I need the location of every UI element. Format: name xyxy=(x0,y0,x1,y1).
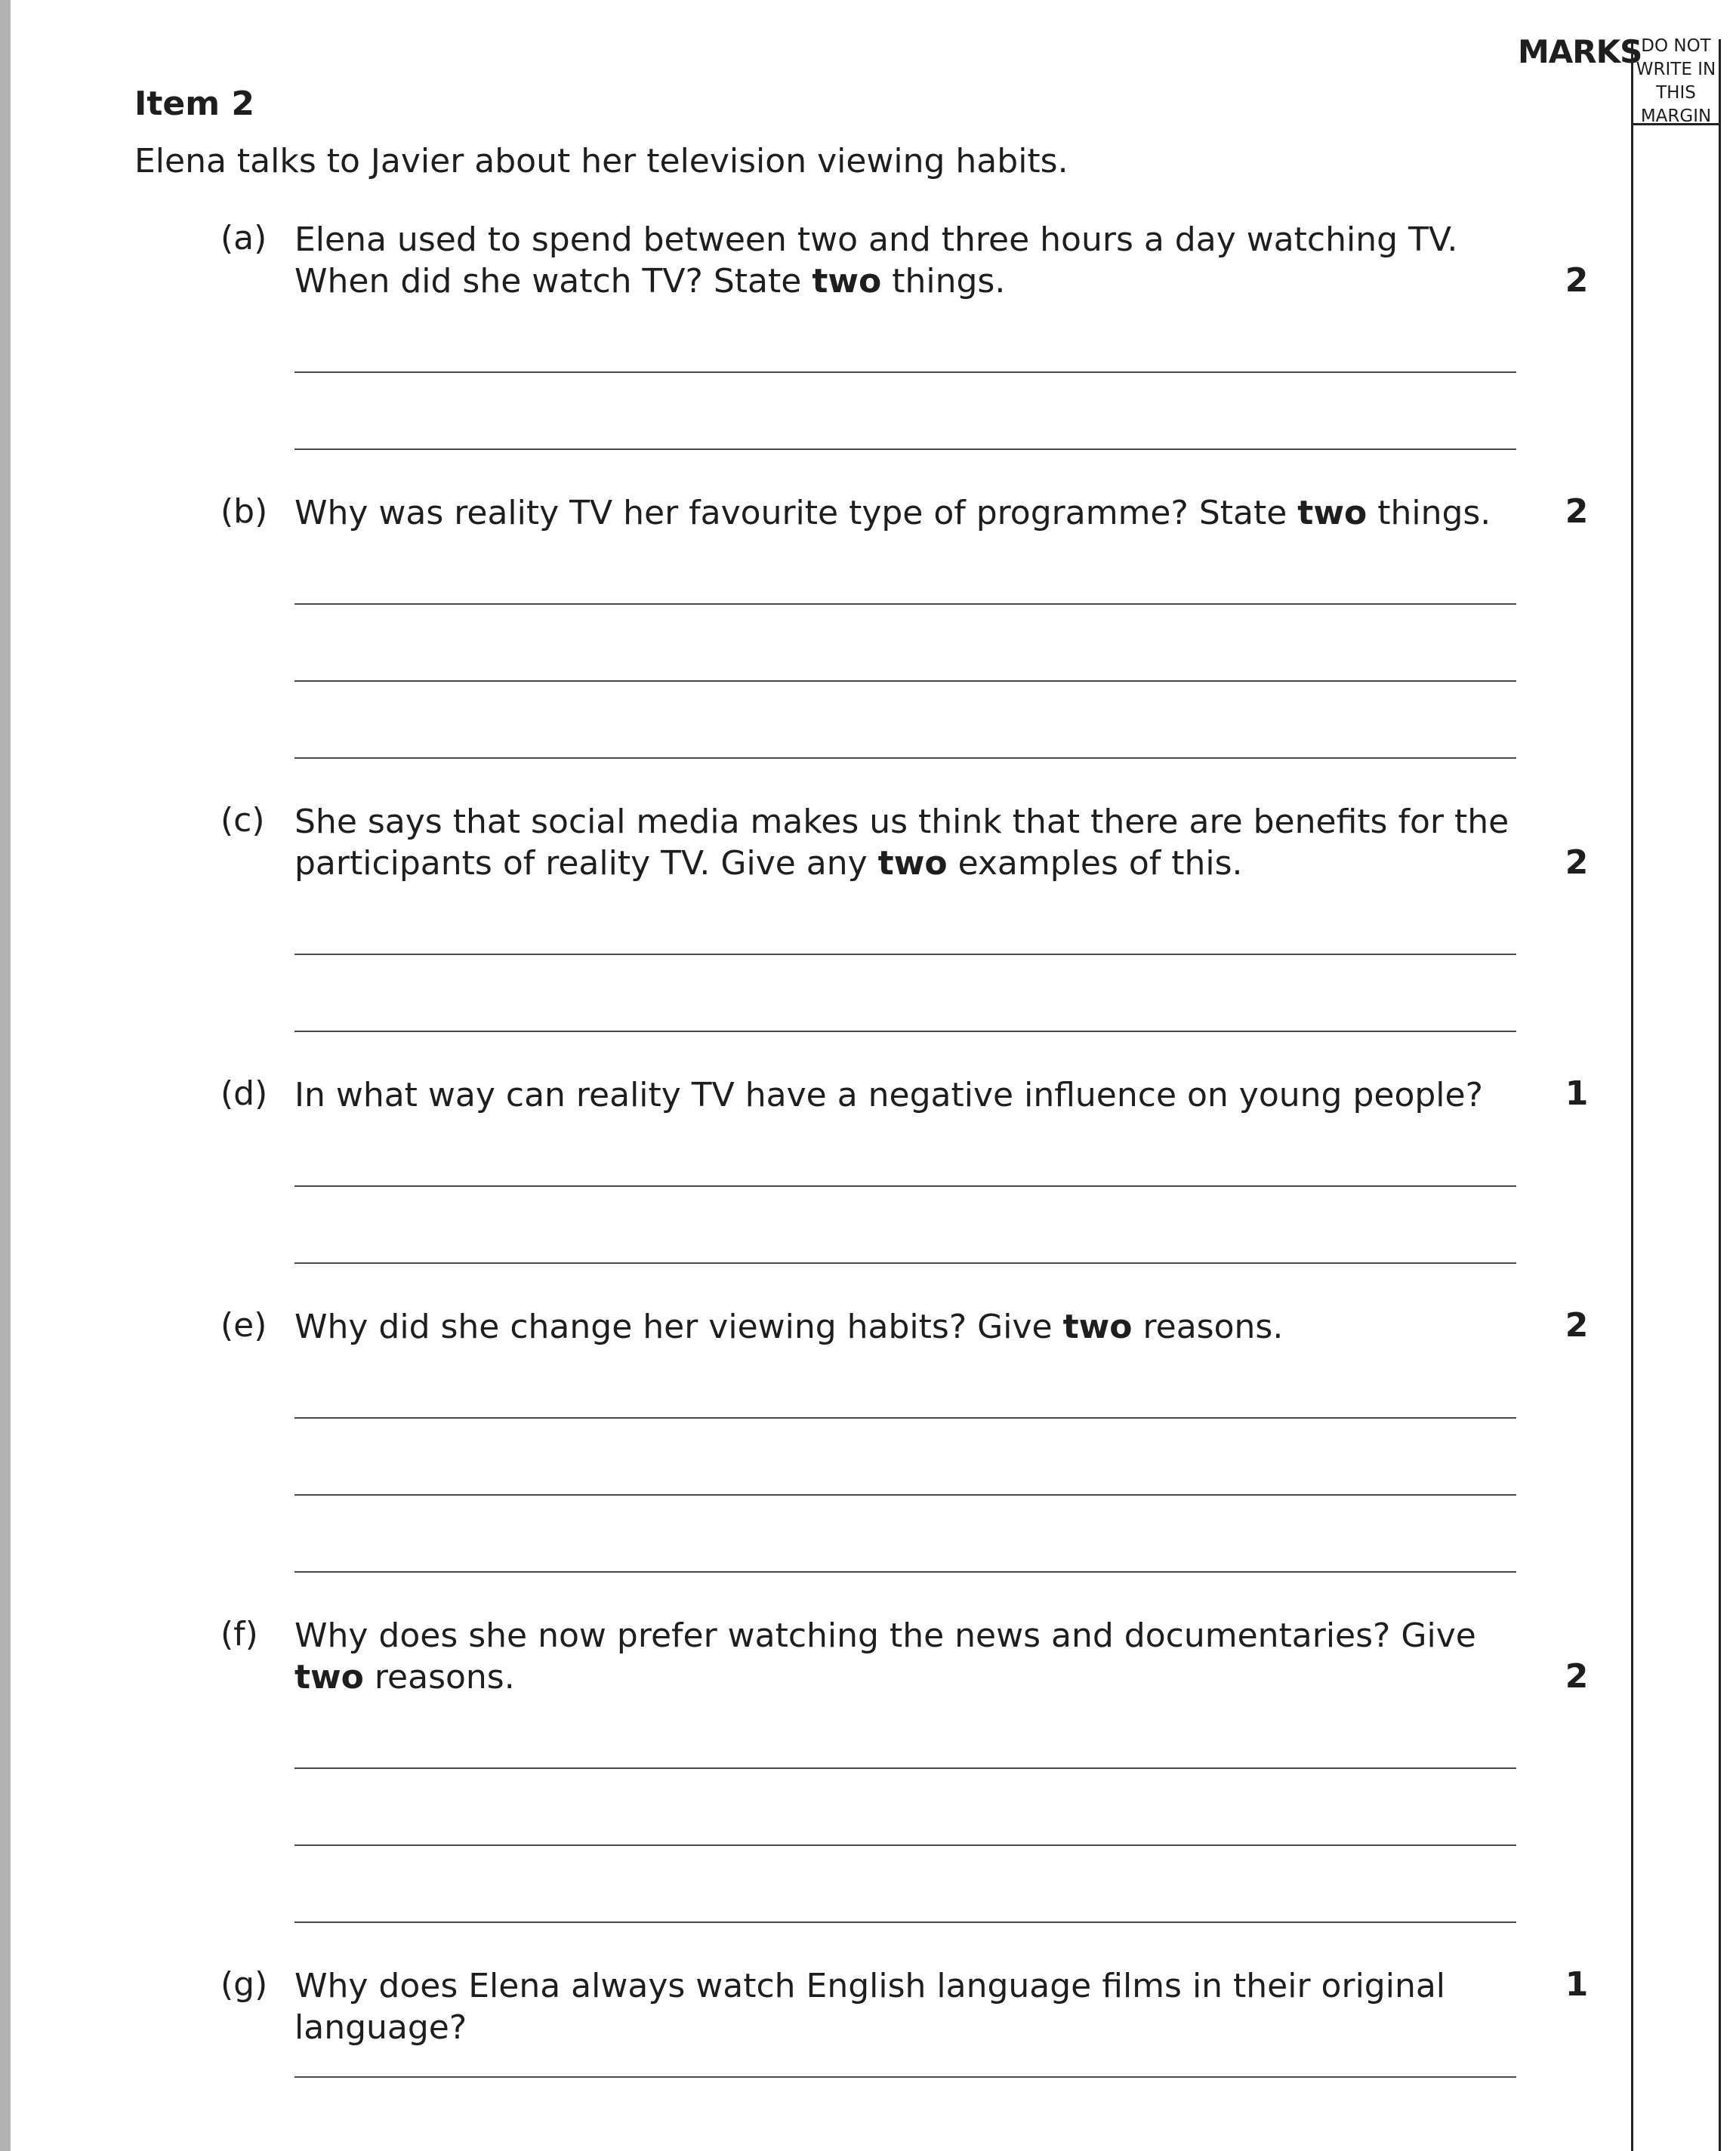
question-f-marks: 2 xyxy=(1565,1657,1589,1696)
answer-line[interactable] xyxy=(294,757,1516,759)
question-a-marks: 2 xyxy=(1565,261,1589,300)
question-c-marks: 2 xyxy=(1565,843,1589,882)
item-intro: Elena talks to Javier about her television viewing habits. xyxy=(134,142,1068,180)
question-e-label: (e) xyxy=(220,1306,267,1345)
answer-line[interactable] xyxy=(294,680,1516,682)
question-d-label: (d) xyxy=(220,1074,268,1113)
question-c-text: She says that social media makes us think that there are benefits for the participants of reality TV. Give any two examples of this. xyxy=(294,803,1509,883)
question-f-text: Why does she now prefer watching the news and documentaries? Give two reasons. xyxy=(294,1616,1476,1696)
answer-line[interactable] xyxy=(294,2076,1516,2078)
question-d-text: In what way can reality TV have a negative influence on young people? xyxy=(294,1076,1483,1114)
question-f-label: (f) xyxy=(220,1615,258,1653)
answer-line[interactable] xyxy=(294,1921,1516,1923)
question-g-label: (g) xyxy=(220,1965,268,2004)
question-e-text: Why did she change her viewing habits? Give two reasons. xyxy=(294,1308,1284,1346)
question-d-marks: 1 xyxy=(1565,1074,1589,1113)
answer-line[interactable] xyxy=(294,1767,1516,1769)
answer-line[interactable] xyxy=(294,954,1516,955)
answer-line[interactable] xyxy=(294,1844,1516,1846)
question-c-label: (c) xyxy=(220,801,265,840)
answer-line[interactable] xyxy=(294,1262,1516,1264)
answer-line[interactable] xyxy=(294,448,1516,450)
page-left-edge xyxy=(0,0,11,2151)
answer-line[interactable] xyxy=(294,1417,1516,1419)
question-e-marks: 2 xyxy=(1565,1306,1589,1345)
item-title: Item 2 xyxy=(134,85,255,123)
answer-line[interactable] xyxy=(294,1185,1516,1187)
answer-line[interactable] xyxy=(294,1571,1516,1573)
question-b-text: Why was reality TV her favourite type of programme? State two things. xyxy=(294,494,1491,532)
question-b-label: (b) xyxy=(220,492,268,531)
question-a-label: (a) xyxy=(220,219,267,257)
margin-note: DO NOT WRITE IN THIS MARGIN xyxy=(1633,39,1719,125)
question-g-marks: 1 xyxy=(1565,1965,1589,2004)
question-a-text: Elena used to spend between two and three hours a day watching TV. When did she watch TV? State two things. xyxy=(294,220,1458,300)
answer-line[interactable] xyxy=(294,1031,1516,1032)
question-b-marks: 2 xyxy=(1565,492,1589,531)
answer-line[interactable] xyxy=(294,603,1516,605)
answer-line[interactable] xyxy=(294,1494,1516,1496)
margin-column xyxy=(1631,35,1721,2151)
answer-line[interactable] xyxy=(294,371,1516,373)
marks-heading: MARKS xyxy=(1518,33,1642,70)
question-g-text: Why does Elena always watch English language films in their original language? xyxy=(294,1967,1446,2047)
